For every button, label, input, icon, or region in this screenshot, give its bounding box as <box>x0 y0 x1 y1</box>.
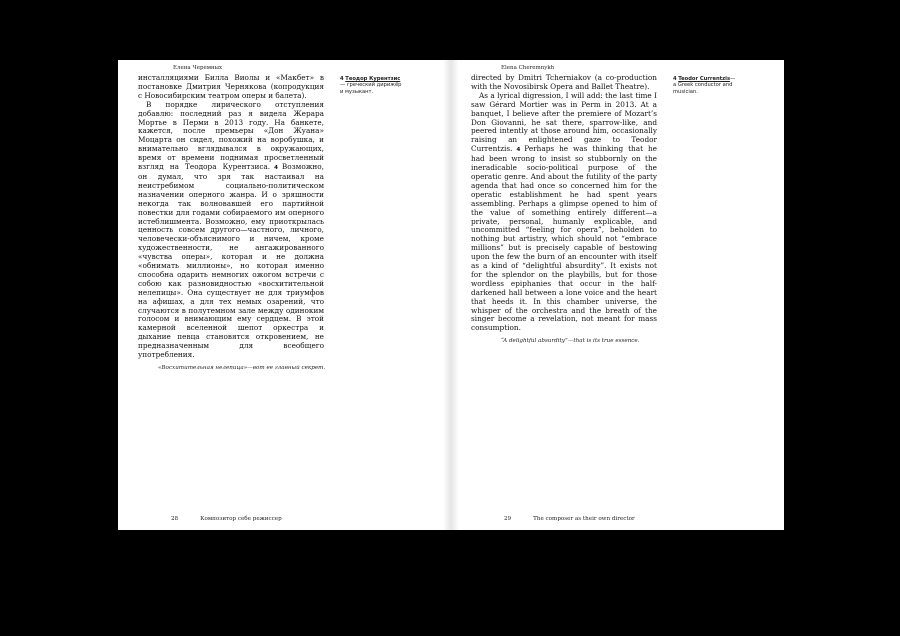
sidenote-number: 4 <box>673 76 677 82</box>
folio-title: Композитор себе режиссер <box>200 516 282 522</box>
sidenote-text: — греческий дирижёр и музыкант. <box>340 82 402 95</box>
pull-quote: “A delightful absurdity”—that is its true essence. <box>501 338 640 344</box>
paragraph-text: В порядке лирического отступления добавлю: последний раз я видела Жерара Мортье в Перми в 2013 году. На банкете, кажется, после премьеры «Дон Жуана» Моцарта он сидел, похожий на воробушка, и внимательно вглядывался в окружающих, время от времени поднимая просветленный взгляд на Теодора Курентзиса. <box>138 99 324 172</box>
paragraph-text: As a lyrical digression, I will add: the last time I saw Gérard Mortier was in Perm in 2013. At a banquet, I believe after the premiere of Mozart’s Don Giovanni, he sat there, sparrow-like, and peered intently at those around him, occasionally raising an enlightened gaze to Teodor Currentzis. <box>471 90 657 154</box>
page-number: 28 <box>171 516 179 522</box>
folio-title: The composer as their own director <box>533 516 635 522</box>
sidenote <box>340 76 404 95</box>
right-page <box>451 60 784 530</box>
folio <box>171 516 282 522</box>
page-number: 29 <box>504 516 512 522</box>
paragraph: инсталляциями Билла Виолы и «Макбет» в постановке Дмитрия Чернякова (копродукция с Новосибирским театром оперы и балета). <box>138 73 324 100</box>
sidenote-number: 4 <box>340 76 344 82</box>
left-page <box>118 60 451 530</box>
note-reference[interactable]: 4 <box>516 147 521 154</box>
sidenote-name: Теодор Курентзис <box>345 76 401 82</box>
body-text <box>471 74 657 333</box>
sidenote <box>673 76 737 95</box>
pull-quote: «Восхитительная нелепица»—вот ее главный секрет. <box>158 365 326 371</box>
sidenote-text: — a Greek conductor and musician. <box>673 76 736 95</box>
paragraph <box>471 92 657 333</box>
running-head: Elena Cheremnykh <box>501 65 555 71</box>
folio <box>504 516 635 522</box>
gutter-shadow <box>443 60 459 530</box>
paragraph: directed by Dmitri Tcherniakov (a co-production with the Novosibirsk Opera and Ballet Theatre). <box>471 73 657 91</box>
paragraph-text: Perhaps he was thinking that he had been wrong to insist so stubbornly on the ineradicable socio-political purpose of the operatic genre. And about the futility of the party agenda that had once so concerned him for the operatic establishment he had spent years assembling. Perhaps a glimpse opened to him of the value of something entirely different—a private, personal, humanly explicable, and uncommitted “feeling for opera”, beholden to nothing but artistry, which should not “embrace millions” but is precisely capable of bestowing upon the few the burn of an encounter with itself as a kind of “delightful absurdity”. It exists not for the splendor on the playbills, but for those wordless epiphanies that occur in the half-darkened hall between a lone voice and the heart that heeds it. In this chamber universe, the whisper of the orchestra and the breath of the singer become a revelation, not meant for mass consumption. <box>471 144 657 333</box>
note-reference[interactable]: 4 <box>274 165 278 172</box>
running-head: Елена Черемных <box>173 65 223 71</box>
paragraph <box>138 101 324 360</box>
paragraph-text: Возможно, он думал, что зря так настаивал на неистребимом социально-политическом назначении оперного жанра. И о зряшности некогда так волновавшей его партийной повестки для годами собираемого им оперного истеблишмента. Возможно, ему приоткрылась ценность совсем другого—частного, личного, человечески-объяснимого и ничем, кроме художественности, не ангажированного «чувства оперы», которая и не должна «обнимать миллионы», но которая именно способна одарить немногих ожогом встречи с собою как разновидностью «восхитительной нелепицы». Она существует не для триумфов на афишах, а для тех немых озарений, что случаются в полутемном зале между одиноким голосом и внимающим ему сердцем. В этой камерной вселенной шепот оркестра и дыхание певца становятся откровением, не предназначенным для всеобщего употребления. <box>138 162 324 360</box>
body-text <box>138 74 324 360</box>
sidenote-name: Teodor Currentzis <box>678 76 731 82</box>
